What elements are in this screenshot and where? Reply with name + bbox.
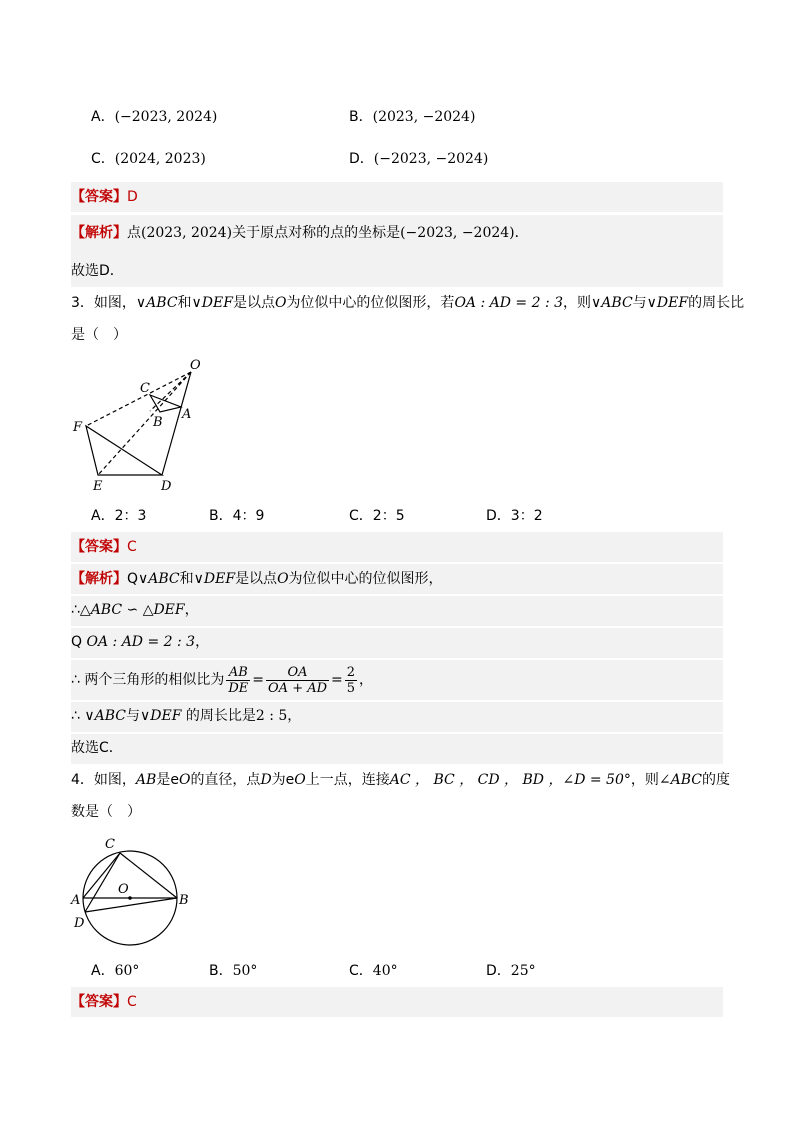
q3-option-b: B．4：9 <box>209 508 265 524</box>
q3-label-c: C <box>140 381 150 396</box>
q4-answer: 【答案】C <box>71 994 137 1010</box>
q2-answer: 【答案】D <box>71 189 138 205</box>
q4-label-a: A <box>71 893 81 908</box>
q4-figure <box>65 835 200 953</box>
q3-stem-line2: 是（ ） <box>71 327 127 343</box>
q3-label-b: B <box>153 415 163 430</box>
q3-option-c: C．2：5 <box>349 508 405 524</box>
q2-analysis: 【解析】点(2023, 2024)关于原点对称的点的坐标是(−2023, −2024)． <box>71 225 529 241</box>
q3-option-a: A．2：3 <box>91 508 147 524</box>
q4-label-o: O <box>118 882 129 897</box>
q4-label-d: D <box>74 916 85 931</box>
q4-option-b: B．50° <box>209 963 258 979</box>
q4-option-c: C．40° <box>349 963 398 979</box>
q3-conclusion: 故选C． <box>71 740 123 756</box>
fraction-ab-de: $\frac{AB}{DE}$ <box>228 664 249 696</box>
q2-option-c: C．(2024, 2023) <box>91 151 206 167</box>
q3-label-e: E <box>93 479 103 494</box>
q3-label-d: D <box>161 479 172 494</box>
q2-option-a: A．(−2023, 2024) <box>91 109 218 125</box>
q4-label-b: B <box>179 893 189 908</box>
q3-analysis-band-6 <box>71 734 723 764</box>
q3-solution-5: ∴ ∨ABC与∨DEF 的周长比是2 : 5， <box>71 708 302 724</box>
q2-option-b: B．(2023, −2024) <box>349 109 476 125</box>
q4-label-c: C <box>105 837 115 852</box>
q4-option-d: D．25° <box>486 963 536 979</box>
q3-label-a: A <box>182 407 192 422</box>
q3-answer-band <box>71 532 723 562</box>
q3-solution-4: ∴ 两个三角形的相似比为 $\frac{AB}{DE}$ = $\frac{OA}{OA + AD}$ = $\frac{2}{5}$ ， <box>71 664 374 696</box>
q4-answer-band <box>71 987 723 1017</box>
q4-stem-line1: 4．如图，AB是eO的直径，点D为eO上一点，连接AC ， BC ， CD ， BD ，∠D = 50°，则∠ABC的度 <box>71 772 730 788</box>
fraction-oa-oa-ad: $\frac{OA}{OA + AD}$ <box>268 664 328 696</box>
q3-solution-3: Q OA : AD = 2 : 3， <box>71 634 210 650</box>
q3-answer: 【答案】C <box>71 539 137 555</box>
fraction-2-5: $\frac{2}{5}$ <box>346 664 356 696</box>
q4-stem-line2: 数是（ ） <box>71 804 141 820</box>
q3-stem-line1: 3．如图，∨ABC和∨DEF是以点O为位似中心的位似图形，若OA : AD = 2 : 3，则∨ABC与∨DEF的周长比 <box>71 295 745 311</box>
q2-option-d: D．(−2023, −2024) <box>349 151 489 167</box>
q3-figure <box>65 355 215 495</box>
q3-solution-2: ∴△ABC ∽ △DEF， <box>71 602 199 618</box>
q3-option-d: D．3：2 <box>486 508 543 524</box>
q2-conclusion: 故选D． <box>71 263 124 279</box>
q4-option-a: A．60° <box>91 963 140 979</box>
q3-label-o: O <box>190 358 201 373</box>
q3-label-f: F <box>73 420 83 435</box>
q3-solution-1: 【解析】Q∨ABC和∨DEF是以点O为位似中心的位似图形， <box>71 571 443 587</box>
q2-answer-band <box>71 182 723 212</box>
